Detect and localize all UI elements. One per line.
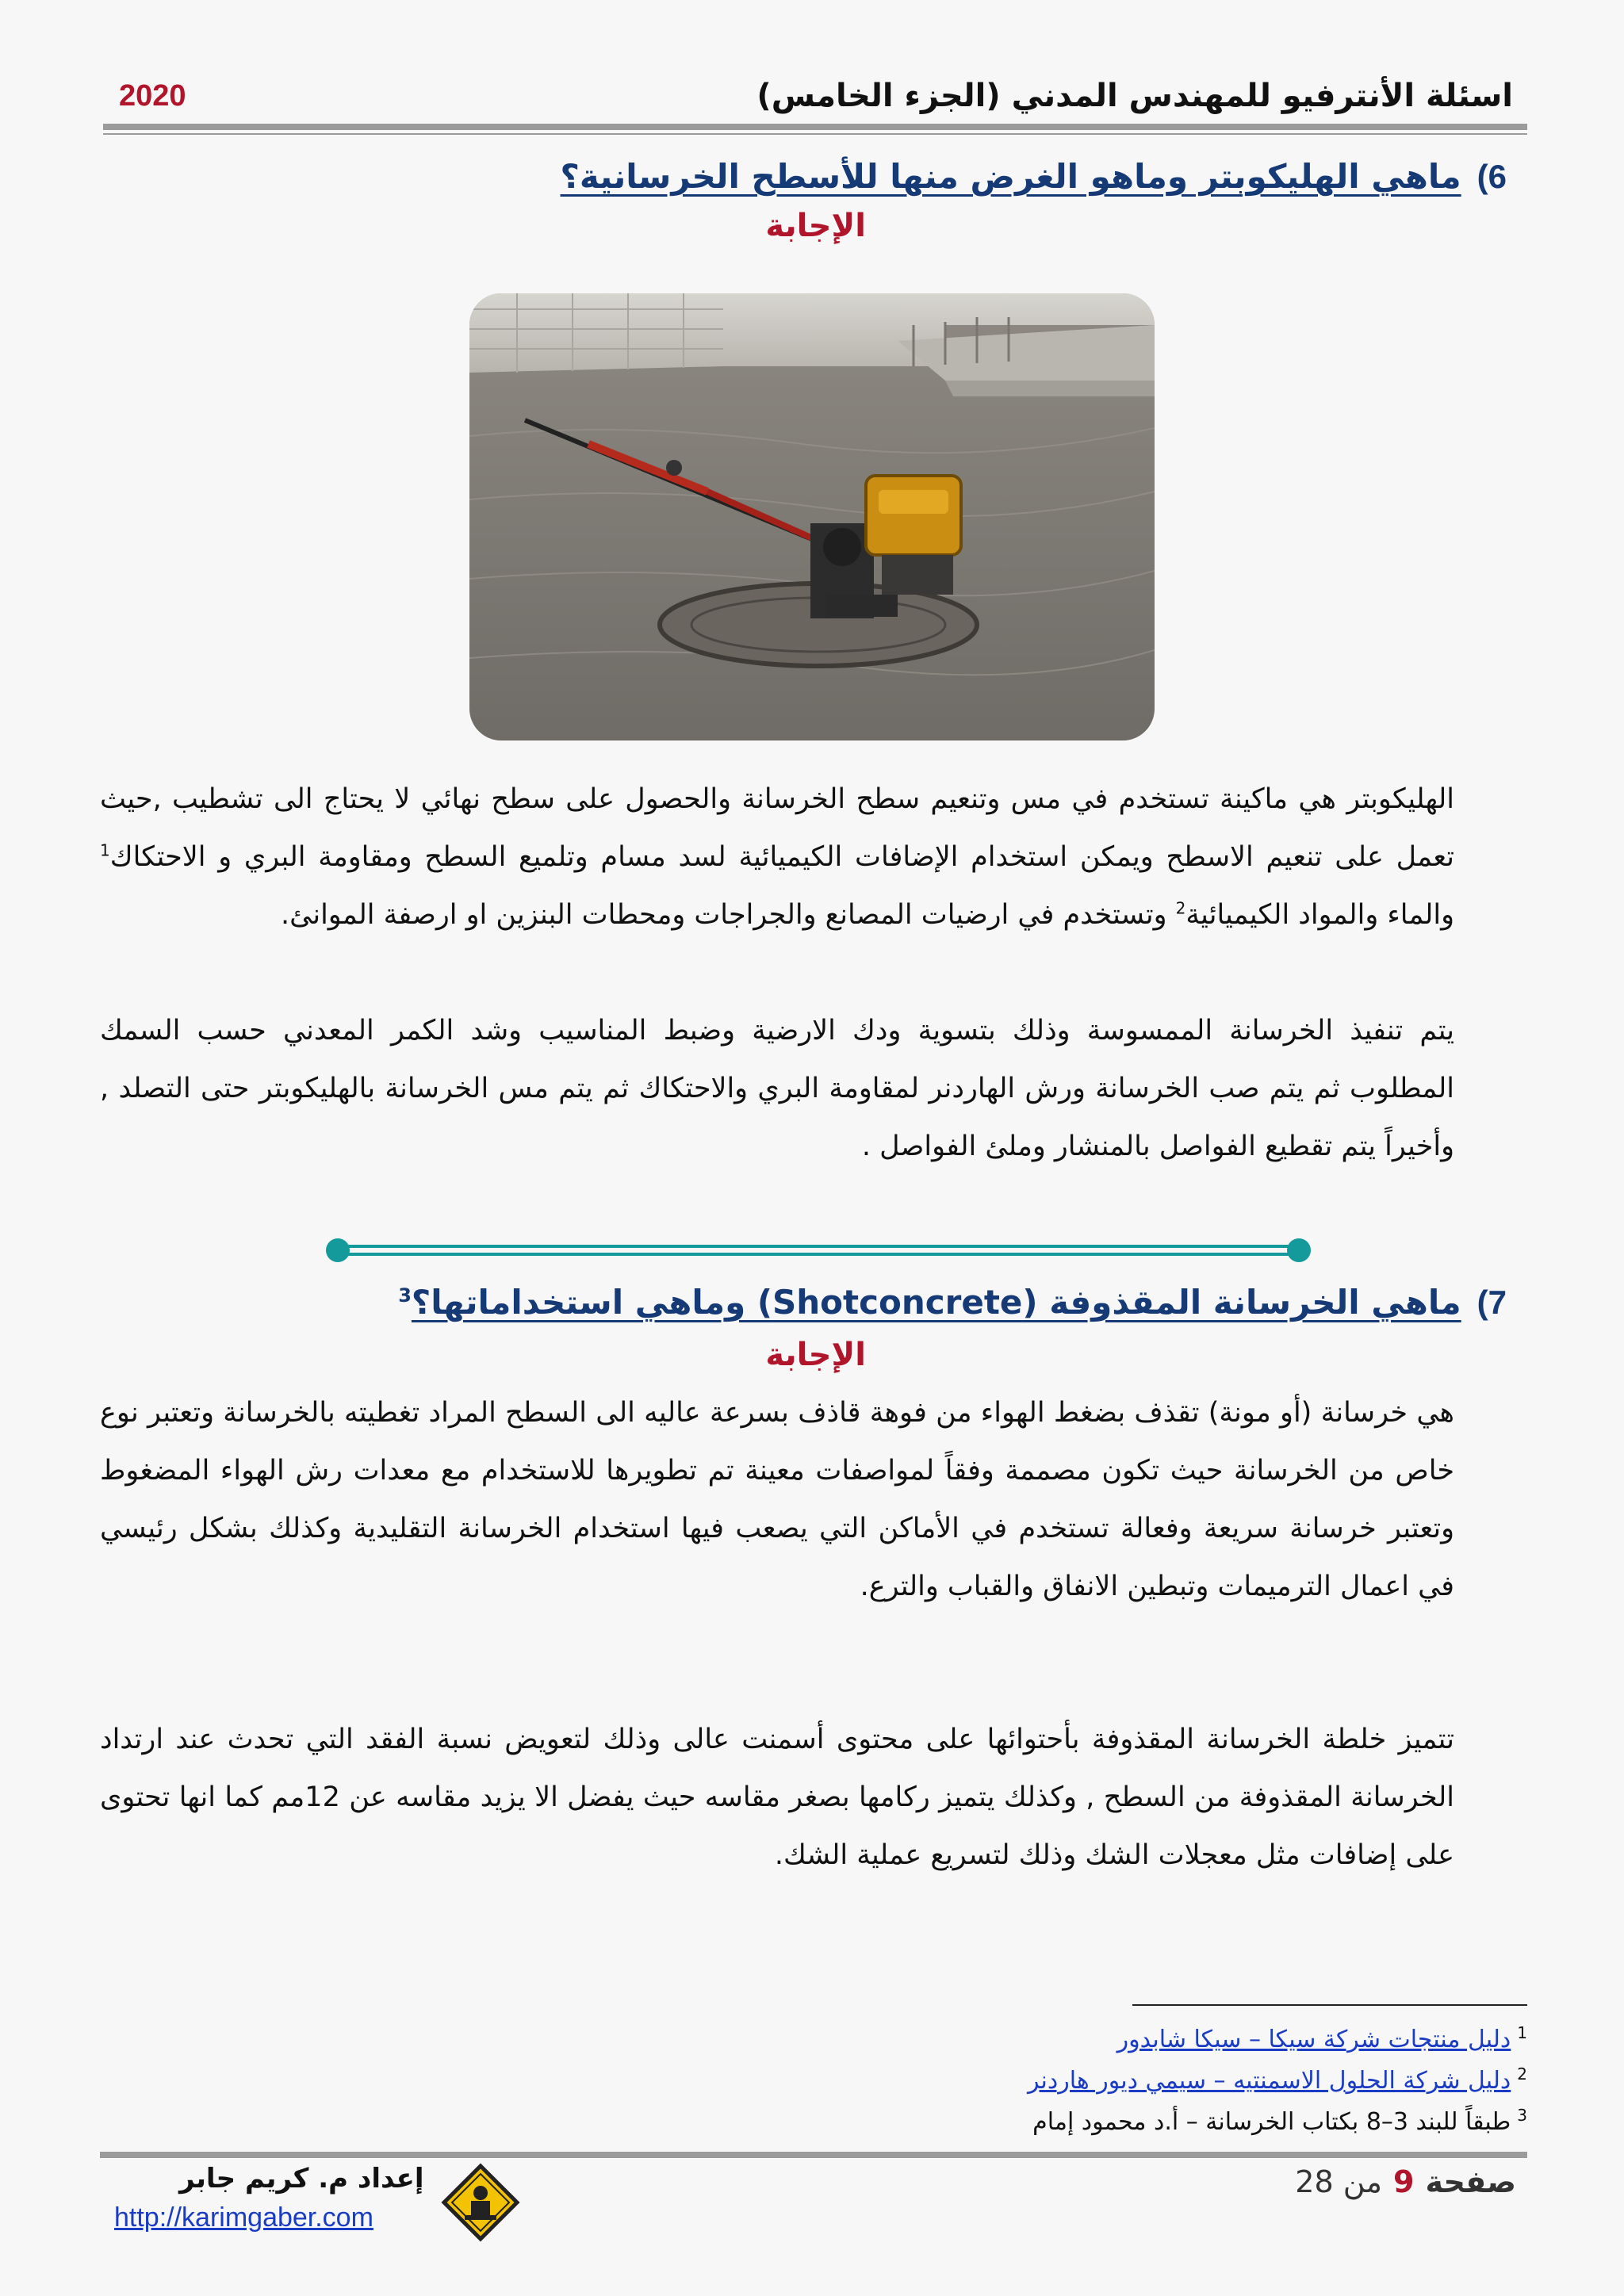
footnote-number: 2 [1517,2064,1527,2084]
footnote-rule [1132,2004,1527,2006]
footnote-3 [1032,2106,1527,2136]
footnote-number: 3 [1517,2106,1527,2125]
worker-warning-sign-logo [441,2163,520,2242]
q6-paragraph-1-part-b: والماء والمواد الكيميائية [1185,899,1454,931]
header-rule-thin [103,133,1527,135]
header-year: 2020 [119,79,186,113]
page-number [1295,2164,1516,2199]
question-text: ماهي الخرسانة المقذوفة (Shotconcrete) وماهي استخداماتها؟ [411,1283,1461,1322]
footnote-link[interactable]: دليل منتجات شركة سيكا – سيكا شابدور [1116,2026,1511,2053]
q6-paragraph-1-part-a: الهليكوبتر هي ماكينة تستخدم في مس وتنعيم سطح الخرسانة والحصول على سطح نهائي لا يحتاج الى تشطيب ,حيث تعمل على تنعيم الاسطح ويمكن استخدام الإضافات الكيميائية لسد مسام وتلميع السطح ومقاومة البري و الاحتكاك [100,783,1454,873]
footnote-1 [1117,2023,1527,2053]
header-rule [103,124,1527,130]
footnote-2 [1028,2064,1527,2095]
q6-paragraph-2: يتم تنفيذ الخرسانة الممسوسة وذلك بتسوية ودك الارضية وضبط المناسيب وشد الكمر المعدني حسب السمك المطلوب ثم يتم صب الخرسانة ورش الهاردنر لمقاومة البري والاحتكاك ثم يتم مس الخرسانة بالهليكوبتر حتى التصلد , وأخيراً يتم تقطيع الفواصل بالمنشار وملئ الفواصل . [100,1015,1454,1162]
footnote-ref-3: 3 [398,1284,412,1307]
footer-author: إعداد م. كريم جابر [179,2163,424,2195]
footnote-link[interactable]: دليل شركة الحلول الاسمنتيه – سيمي ديور هاردنر [1028,2067,1511,2095]
header-title: اسئلة الأنترفيو للمهندس المدني (الجزء الخامس) [756,78,1513,114]
q7-paragraph-1: هي خرسانة (أو مونة) تقذف بضغط الهواء من فوهة قاذف بسرعة عاليه الى السطح المراد تغطيته بالخرسانة وتعتبر نوع خاص من الخرسانة حيث تكون مصممة وفقاً لمواصفات معينة تم تطويرها للاستخدام مع معدات رش الهواء المضغوط وتعتبر خرسانة سريعة وفعالة تستخدم في الأماكن التي يصعب فيها استخدام الخرسانة التقليدية وكذلك بشكل رئيسي في اعمال الترميمات وتبطين الانفاق والقباب والترع. [100,1397,1454,1602]
helicopter-machine-photo [469,293,1155,740]
section-divider [325,1238,1312,1262]
page-total: من 28 [1295,2164,1383,2199]
question-number: 6) [1477,158,1507,195]
footnote-ref-2: 2 [1175,898,1186,918]
footer-url-link[interactable]: http://karimgaber.com [114,2202,373,2233]
q7-paragraph-2: تتميز خلطة الخرسانة المقذوفة بأحتوائها على محتوى أسمنت عالى وذلك لتعويض نسبة الفقد التي تحدث عند ارتداد الخرسانة المقذوفة من السطح , وكذلك يتميز ركامها بصغر مقاسه حيث يفضل الا يزيد مقاسه عن 12مم كما انها تحتوى على إضافات مثل معجلات الشك وذلك لتسريع عملية الشك. [100,1724,1454,1871]
helicopter-machine-illustration [469,293,1155,740]
question-text: ماهي الهليكوبتر وماهو الغرض منها للأسطح الخرسانية؟ [560,157,1461,196]
answer-label: الإجابة [765,208,866,244]
current-page: 9 [1393,2164,1415,2199]
page-word: صفحة [1425,2164,1516,2199]
footnote-ref-1: 1 [100,840,110,860]
question-number: 7) [1477,1284,1507,1321]
q6-paragraph-1-part-c: وتستخدم في ارضيات المصانع والجراجات ومحطات البنزين او ارصفة الموانئ. [281,899,1176,931]
footer-rule [100,2152,1527,2158]
answer-label: الإجابة [765,1337,866,1373]
footnote-number: 1 [1517,2023,1527,2042]
question-7 [398,1283,1507,1322]
footnote-text: طبقاً للبند 3–8 بكتاب الخرسانة – أ.د محمود إمام [1032,2108,1511,2136]
q6-paragraph-1 [100,771,1454,944]
question-6 [561,157,1507,196]
